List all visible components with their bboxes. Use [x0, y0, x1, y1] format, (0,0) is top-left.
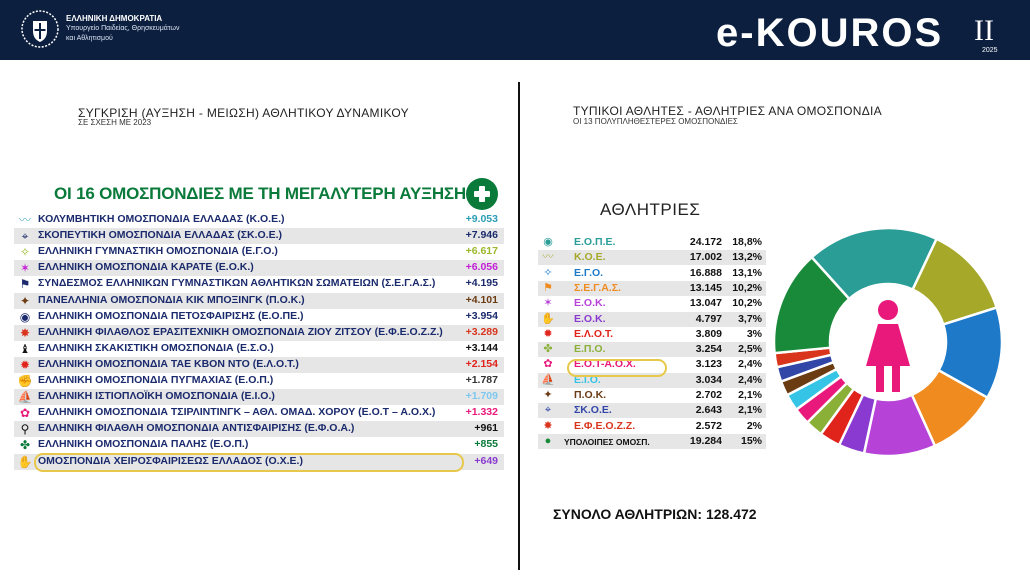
federation-name: ΣΥΝΔΕΣΜΟΣ ΕΛΛΗΝΙΚΩΝ ΓΥΜΝΑΣΤΙΚΩΝ ΑΘΛΗΤΙΚΩΝ ΣΩΜΑΤΕΙΩΝ (Σ.Ε.Γ.Α.Σ.): [38, 277, 436, 290]
change-value: +2.154: [465, 357, 498, 370]
kickboxing-icon: ✦: [19, 293, 31, 308]
cheerleading-icon: ✿: [19, 406, 31, 421]
cheerleading-icon: ✿: [543, 358, 553, 371]
athlete-count: 3.123: [695, 358, 722, 371]
gov-line-2: Υπουργείο Παιδείας, Θρησκευμάτων: [66, 25, 180, 32]
gymnastics-icon: ✧: [19, 245, 31, 260]
federation-name: ΕΛΛΗΝΙΚΗ ΓΥΜΝΑΣΤΙΚΗ ΟΜΟΣΠΟΝΔΙΑ (Ε.Γ.Ο.): [38, 245, 278, 258]
athlete-count: 2.643: [695, 404, 722, 417]
header-bar: [0, 0, 1030, 60]
swimming-icon: 〰: [542, 251, 554, 264]
jiujitsu-icon: ✸: [543, 419, 553, 432]
federation-name: ΕΛΛΗΝΙΚΗ ΟΜΟΣΠΟΝΔΙΑ ΠΥΓΜΑΧΙΑΣ (Ε.Ο.Π.): [38, 374, 274, 386]
jiujitsu-icon: ✸: [19, 325, 31, 340]
volleyball-icon: ◉: [543, 236, 553, 248]
athlete-count: 2.572: [695, 419, 722, 432]
gov-line-3: και Αθλητισμού: [66, 35, 113, 42]
table-row: [538, 419, 766, 434]
table-row: [14, 421, 504, 437]
change-value: +4.101: [465, 293, 498, 306]
federation-abbr: Ε.Ο.Τ-Α.Ο.Χ.: [574, 358, 636, 371]
athlete-count: 4.797: [695, 312, 722, 325]
table-row: [14, 357, 504, 373]
change-value: +1.787: [465, 374, 498, 386]
federation-abbr: Κ.Ο.Ε.: [574, 251, 606, 264]
change-value: +3.289: [465, 325, 498, 338]
brand-year: 2025: [982, 47, 998, 54]
federation-abbr: Σ.Ε.Γ.Α.Σ.: [574, 281, 621, 294]
female-athletes-donut-chart: [772, 226, 1004, 458]
right-title: ΤΥΠΙΚΟΙ ΑΘΛΗΤΕΣ - ΑΘΛΗΤΡΙΕΣ ΑΝΑ ΟΜΟΣΠΟΝΔΙΑ: [573, 104, 882, 118]
table-row: [538, 312, 766, 327]
brand-main: e-KOUROS: [716, 11, 944, 55]
table-row: [14, 341, 504, 357]
table-row: [538, 266, 766, 281]
athlete-count: 3.034: [695, 373, 722, 386]
running-icon: ⚑: [19, 277, 31, 292]
athlete-percent: 10,2%: [732, 281, 762, 294]
athlete-count: 3.809: [695, 327, 722, 340]
change-value: +1.332: [465, 406, 498, 419]
right-subtitle: ΟΙ 13 ΠΟΛΥΠΛΗΘΕΣΤΕΡΕΣ ΟΜΟΣΠΟΝΔΙΕΣ: [573, 117, 738, 126]
change-value: +6.617: [465, 245, 498, 258]
change-value: +6.056: [465, 261, 498, 274]
change-value: +961: [474, 422, 498, 435]
boxing-icon: ✊: [17, 374, 33, 388]
federation-name: ΚΟΛΥΜΒΗΤΙΚΗ ΟΜΟΣΠΟΝΔΙΑ ΕΛΛΑΔΑΣ (Κ.Ο.Ε.): [38, 213, 285, 225]
table-row: [14, 309, 504, 325]
athlete-count: 17.002: [689, 251, 722, 264]
athlete-percent: 2,1%: [738, 389, 762, 401]
change-value: +3.954: [465, 309, 498, 322]
greek-coat-of-arms-icon: [20, 9, 60, 49]
table-row: [14, 276, 504, 292]
change-value: +649: [474, 454, 498, 467]
federation-name: ΕΛΛΗΝΙΚΗ ΦΙΛΑΘΛΗ ΟΜΟΣΠΟΝΔΙΑ ΑΝΤΙΣΦΑΙΡΙΣΗΣ (Ε.Φ.Ο.Α.): [38, 422, 355, 435]
shooting-icon: ⌖: [21, 229, 29, 244]
table-row: [538, 388, 766, 403]
federation-name: ΕΛΛΗΝΙΚΗ ΟΜΟΣΠΟΝΔΙΑ ΚΑΡΑΤΕ (Ε.Ο.Κ.): [38, 261, 254, 274]
federation-abbr: Ε.Ο.Π.Ε.: [574, 236, 616, 248]
left-title: ΣΥΓΚΡΙΣΗ (ΑΥΞΗΣΗ - ΜΕΙΩΣΗ) ΑΘΛΗΤΙΚΟΥ ΔΥΝΑΜΙΚΟΥ: [78, 106, 409, 120]
table-row: [14, 260, 504, 276]
federation-name: ΕΛΛΗΝΙΚΗ ΙΣΤΙΟΠΛΟΪΚΗ ΟΜΟΣΠΟΝΔΙΑ (Ε.Ι.Ο.): [38, 390, 275, 403]
sailing-icon: ⛵: [17, 390, 33, 405]
table-row: [538, 296, 766, 311]
table-row: [538, 403, 766, 418]
karate-icon: ✶: [543, 297, 553, 310]
center-divider: [518, 82, 520, 570]
table-row: [538, 342, 766, 357]
table-row: [538, 434, 766, 449]
athlete-count: 16.888: [689, 266, 722, 279]
change-value: +855: [474, 438, 498, 451]
gymnastics-icon: ✧: [543, 266, 553, 279]
change-value: +9.053: [465, 213, 498, 225]
federation-name: ΕΛΛΗΝΙΚΗ ΟΜΟΣΠΟΝΔΙΑ ΠΕΤΟΣΦΑΙΡΙΣΗΣ (Ε.Ο.ΠΕ.): [38, 309, 304, 322]
athlete-percent: 2,4%: [738, 373, 762, 386]
federation-name: ΟΜΟΣΠΟΝΔΙΑ ΧΕΙΡΟΣΦΑΙΡΙΣΕΩΣ ΕΛΛΑΔΟΣ (Ο.Χ.Ε.): [38, 454, 303, 467]
wrestling-icon: ✤: [543, 343, 553, 356]
federation-abbr: Ε.Γ.Ο.: [574, 266, 604, 279]
table-row: [14, 293, 504, 309]
shooting-icon: ⌖: [544, 404, 552, 417]
athlete-percent: 2%: [746, 419, 762, 432]
federation-name: ΣΚΟΠΕΥΤΙΚΗ ΟΜΟΣΠΟΝΔΙΑ ΕΛΛΑΔΑΣ (ΣΚ.Ο.Ε.): [38, 229, 282, 242]
change-value: +7.946: [465, 229, 498, 242]
change-value: +1.709: [465, 390, 498, 403]
wrestling-icon: ✤: [19, 438, 31, 453]
table-row: [14, 212, 504, 228]
table-row: [14, 244, 504, 260]
e-kouros-logo: [716, 6, 1016, 56]
athlete-percent: 3,7%: [738, 312, 762, 325]
kickboxing-icon: ✦: [543, 389, 553, 401]
female-athletes-heading: ΑΘΛΗΤΡΙΕΣ: [600, 200, 701, 219]
athlete-percent: 3%: [746, 327, 762, 340]
federation-name: ΕΛΛΗΝΙΚΗ ΣΚΑΚΙΣΤΙΚΗ ΟΜΟΣΠΟΝΔΙΑ (Ε.Σ.Ο.): [38, 341, 274, 354]
federation-abbr: Ε.Φ.Ε.Ο.Ζ.Ζ.: [574, 419, 636, 432]
increase-list-header: ΟΙ 16 ΟΜΟΣΠΟΝΔΙΕΣ ΜΕ ΤΗ ΜΕΓΑΛΥΤΕΡΗ ΑΥΞΗΣΗ: [54, 184, 466, 203]
athlete-percent: 2,4%: [738, 358, 762, 371]
federation-abbr: ΣΚ.Ο.Ε.: [574, 404, 612, 417]
table-row: [538, 250, 766, 265]
swimming-icon: 〰: [18, 213, 31, 227]
federation-name: ΕΛΛΗΝΙΚΗ ΟΜΟΣΠΟΝΔΙΑ ΤΑΕ ΚΒΟΝ ΝΤΟ (Ε.Λ.Ο.Τ.): [38, 357, 299, 370]
table-row: [538, 235, 766, 250]
table-row: [14, 437, 504, 453]
athlete-count: 2.702: [695, 389, 722, 401]
table-row: [14, 389, 504, 405]
table-row: [538, 327, 766, 342]
athlete-percent: 10,2%: [732, 297, 762, 310]
athlete-count: 3.254: [695, 343, 722, 356]
athlete-count: 13.145: [689, 281, 722, 294]
table-row: [14, 228, 504, 244]
handball-icon: ✋: [541, 312, 555, 325]
athlete-count: 13.047: [689, 297, 722, 310]
athlete-percent: 13,2%: [732, 251, 762, 264]
plus-circle-icon: [466, 178, 498, 210]
karate-icon: ✶: [19, 261, 31, 276]
highlight-ring: [567, 359, 667, 377]
federation-name: ΠΑΝΕΛΛΗΝΙΑ ΟΜΟΣΠΟΝΔΙΑ ΚΙΚ ΜΠΟΞΙΝΓΚ (Π.Ο.Κ.): [38, 293, 305, 306]
federation-abbr: ΥΠΟΛΟΙΠΕΣ ΟΜΟΣΠ.: [564, 436, 650, 447]
dot-icon: ●: [544, 434, 552, 447]
female-figure-icon: [866, 300, 910, 392]
athlete-percent: 15%: [740, 434, 762, 447]
tennis-icon: ⚲: [20, 422, 30, 437]
federation-abbr: Ε.Π.Ο.: [574, 343, 606, 356]
taekwondo-icon: ✹: [543, 327, 553, 340]
table-row: [14, 405, 504, 421]
sailing-icon: ⛵: [541, 373, 555, 386]
athlete-count: 19.284: [689, 434, 722, 447]
federation-name: ΕΛΛΗΝΙΚΗ ΟΜΟΣΠΟΝΔΙΑ ΤΣΙΡΛΙΝΤΙΝΓΚ – ΑΘΛ. ΟΜΑΔ. ΧΟΡΟΥ (Ε.Ο.Τ – Α.Ο.Χ.): [38, 406, 436, 419]
table-row: [14, 373, 504, 389]
gov-line-1: ΕΛΛΗΝΙΚΗ ΔΗΜΟΚΡΑΤΙΑ: [66, 14, 163, 23]
handball-icon: ✋: [17, 454, 33, 469]
change-value: +4.195: [465, 277, 498, 290]
athlete-percent: 13,1%: [732, 266, 762, 279]
taekwondo-icon: ✹: [19, 357, 31, 372]
federation-abbr: Π.Ο.Κ.: [574, 389, 607, 401]
table-row: [538, 281, 766, 296]
federation-abbr: Ε.Ο.Κ.: [574, 312, 606, 325]
total-female-athletes: ΣΥΝΟΛΟ ΑΘΛΗΤΡΙΩΝ: 128.472: [553, 506, 757, 522]
athlete-count: 24.172: [689, 236, 722, 248]
left-subtitle: ΣΕ ΣΧΕΣΗ ΜΕ 2023: [78, 118, 152, 127]
athlete-percent: 2,1%: [738, 404, 762, 417]
chess-icon: ♝: [19, 341, 31, 356]
table-row: [14, 325, 504, 341]
federation-name: ΕΛΛΗΝΙΚΗ ΟΜΟΣΠΟΝΔΙΑ ΠΑΛΗΣ (Ε.Ο.Π.): [38, 438, 249, 451]
brand-numeral: II: [974, 14, 994, 47]
change-value: +3.144: [465, 341, 498, 354]
federation-abbr: Ε.Ι.Ο.: [574, 373, 601, 386]
athlete-percent: 2,5%: [738, 343, 762, 356]
volleyball-icon: ◉: [19, 309, 31, 324]
running-icon: ⚑: [543, 281, 553, 294]
federation-abbr: Ε.Λ.Ο.Τ.: [574, 327, 614, 340]
federation-name: ΕΛΛΗΝΙΚΗ ΦΙΛΑΘΛΟΣ ΕΡΑΣΙΤΕΧΝΙΚΗ ΟΜΟΣΠΟΝΔΙΑ ΖΙΟΥ ΖΙΤΣΟΥ (Ε.Φ.Ε.Ο.Ζ.Ζ.): [38, 325, 443, 338]
ministry-label: [66, 14, 179, 44]
federation-abbr: Ε.Ο.Κ.: [574, 297, 606, 310]
athlete-percent: 18,8%: [732, 236, 762, 248]
highlight-ring: [34, 453, 464, 472]
